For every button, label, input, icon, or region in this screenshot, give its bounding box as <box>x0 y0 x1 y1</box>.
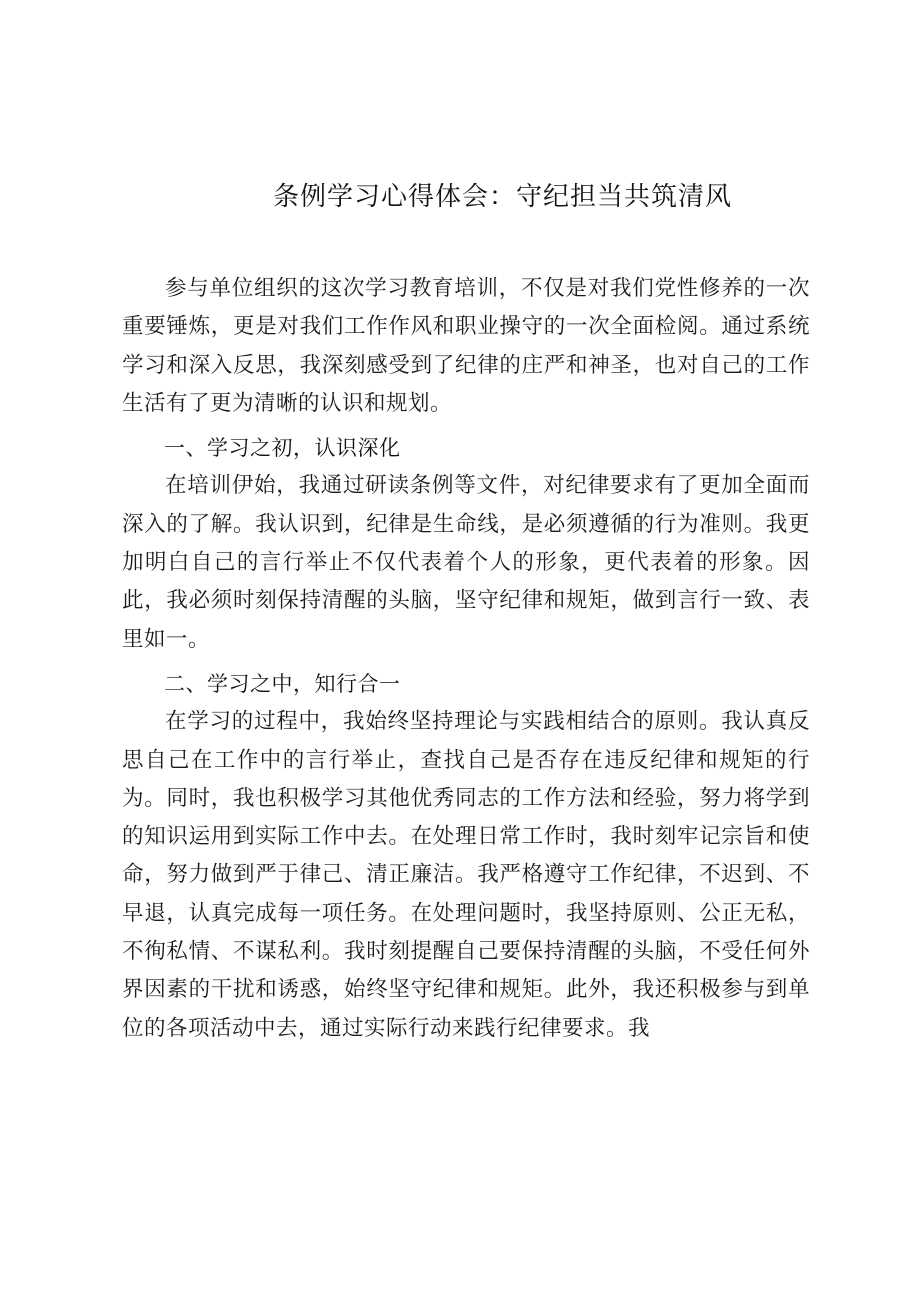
section-2-heading: 二、学习之中，知行合一 <box>164 671 401 696</box>
intro-paragraph: 参与单位组织的这次学习教育培训，不仅是对我们党性修养的一次重要锤炼，更是对我们工作作风和职业操守的一次全面检阅。通过系统学习和深入反思，我深刻感受到了纪律的庄严和神圣，也对自己的工作生活有了更为清晰的认识和规划。 <box>122 276 810 416</box>
document-title: 条例学习心得体会：守纪担当共筑清风 <box>272 182 732 212</box>
section-1-heading: 一、学习之初，认识深化 <box>164 436 401 461</box>
section-2-paragraph: 在学习的过程中，我始终坚持理论与实践相结合的原则。我认真反思自己在工作中的言行举止，查找自己是否存在违反纪律和规矩的行为。同时，我也积极学习其他优秀同志的工作方法和经验，努力将学到的知识运用到实际工作中去。在处理日常工作时，我时刻牢记宗旨和使命，努力做到严于律己、清正廉洁。我严格遵守工作纪律，不迟到、不早退，认真完成每一项任务。在处理问题时，我坚持原则、公正无私，不徇私情、不谋私利。我时刻提醒自己要保持清醒的头脑，不受任何外界因素的干扰和诱惑，始终坚守纪律和规矩。此外，我还积极参与到单位的各项活动中去，通过实际行动来践行纪律要求。我 <box>122 709 810 1041</box>
section-1-paragraph: 在培训伊始，我通过研读条例等文件，对纪律要求有了更加全面而深入的了解。我认识到，纪律是生命线，是必须遵循的行为准则。我更加明白自己的言行举止不仅代表着个人的形象，更代表着的形象。因此，我必须时刻保持清醒的头脑，坚守纪律和规矩，做到言行一致、表里如一。 <box>122 473 810 652</box>
document-body <box>122 270 810 1048</box>
